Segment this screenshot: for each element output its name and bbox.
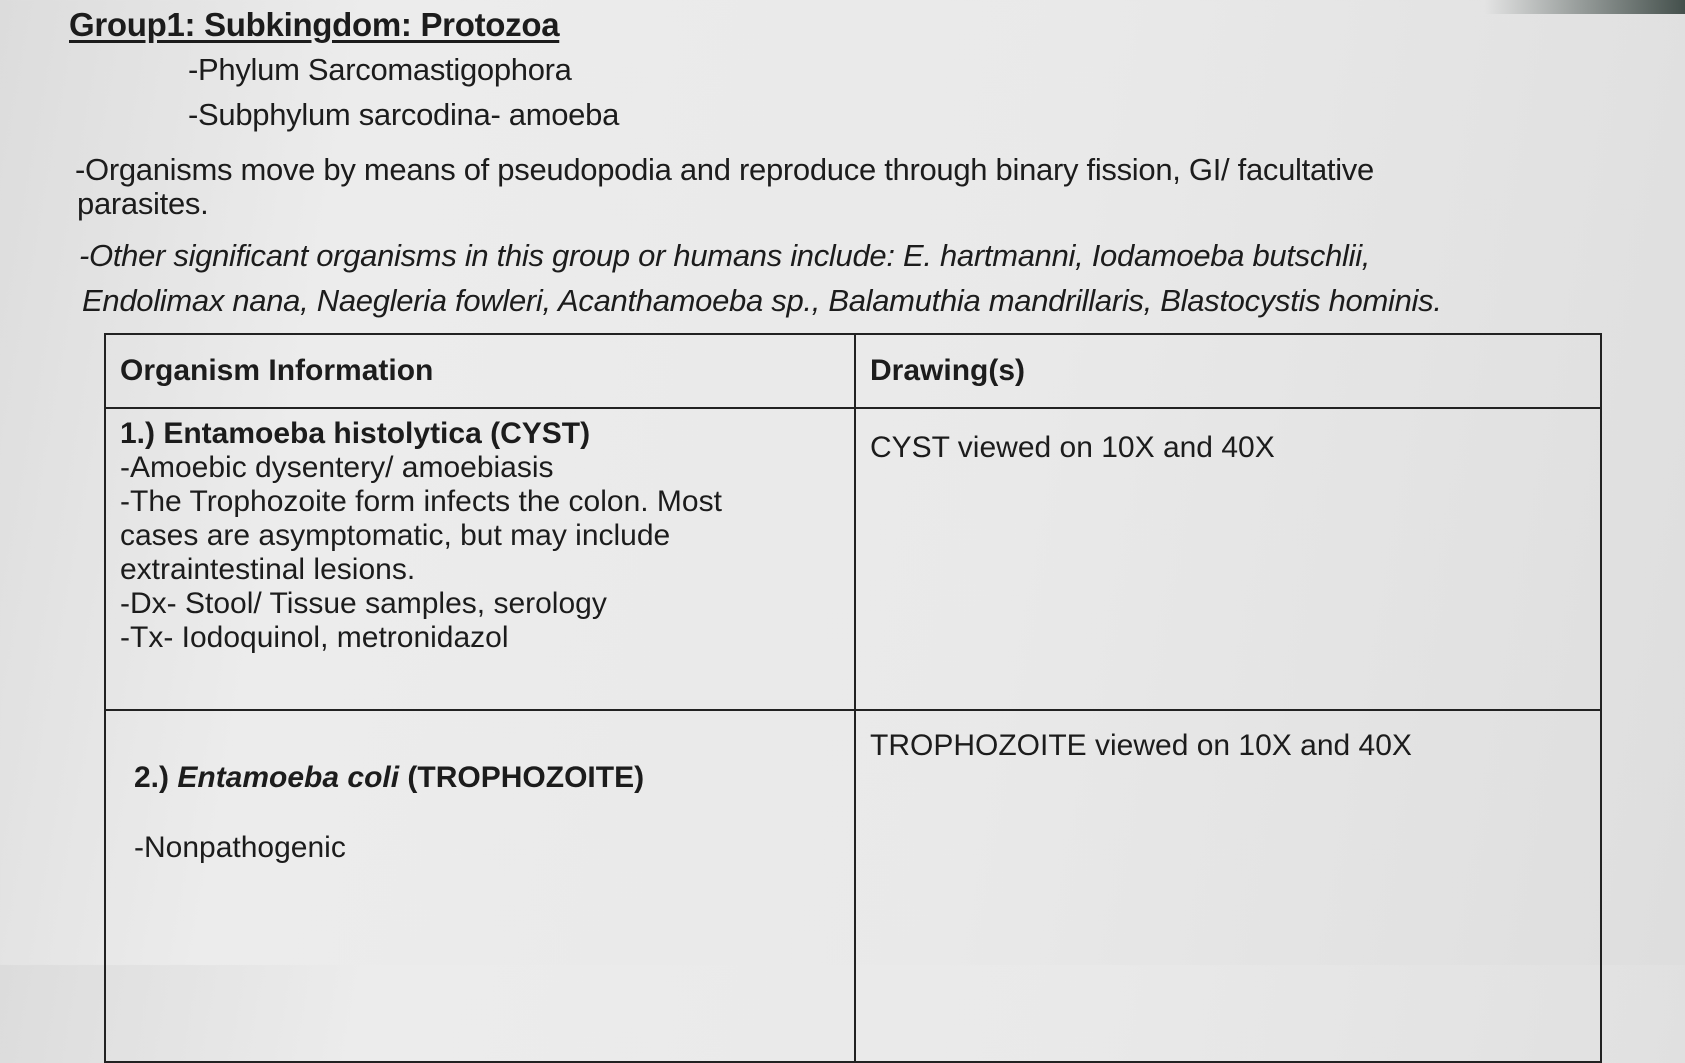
- info-line: -Tx- Iodoquinol, metronidazol: [120, 621, 509, 654]
- info-line: extraintestinal lesions.: [120, 553, 416, 586]
- info-line: -The Trophozoite form infects the colon. Most: [120, 485, 722, 518]
- info-line: -Nonpathogenic: [134, 831, 346, 864]
- organisms-description-cont: parasites.: [77, 186, 209, 221]
- info-line: -Amoebic dysentery/ amoebiasis: [120, 451, 554, 484]
- other-organisms: -Other significant organisms in this group or humans include: E. hartmanni, Iodamoeba butschlii,: [79, 238, 1371, 273]
- other-organisms-cont: Endolimax nana, Naegleria fowleri, Acanthamoeba sp., Balamuthia mandrillaris, Blastocystis hominis.: [82, 283, 1442, 318]
- organism-title: [134, 761, 826, 795]
- phylum-line: -Phylum Sarcomastigophora: [188, 52, 572, 87]
- drawing-cell: CYST viewed on 10X and 40X: [855, 408, 1601, 710]
- header-drawings: Drawing(s): [855, 334, 1601, 408]
- organism-form: (TROPHOZOITE): [407, 761, 645, 794]
- table-header-row: [105, 334, 1601, 408]
- organism-info-cell: [105, 408, 855, 710]
- subphylum-line: -Subphylum sarcodina- amoeba: [188, 97, 620, 132]
- table-row: [105, 408, 1601, 710]
- page-title: Group1: Subkingdom: Protozoa: [69, 6, 560, 43]
- header-organism-info: Organism Information: [105, 334, 855, 408]
- organism-table: [104, 333, 1602, 1063]
- organism-info-cell: [105, 710, 855, 1062]
- table-row: [105, 710, 1601, 1062]
- info-line: -Dx- Stool/ Tissue samples, serology: [120, 587, 607, 620]
- organisms-description: -Organisms move by means of pseudopodia and reproduce through binary fission, GI/ facultative: [75, 152, 1374, 187]
- organism-title: 1.) Entamoeba histolytica (CYST): [120, 417, 591, 450]
- info-line: cases are asymptomatic, but may include: [120, 519, 671, 552]
- screen-edge: [1485, 0, 1685, 14]
- item-number: 2.): [134, 761, 170, 794]
- drawing-cell: TROPHOZOITE viewed on 10X and 40X: [855, 710, 1601, 1062]
- species-name: Entamoeba coli: [177, 761, 400, 794]
